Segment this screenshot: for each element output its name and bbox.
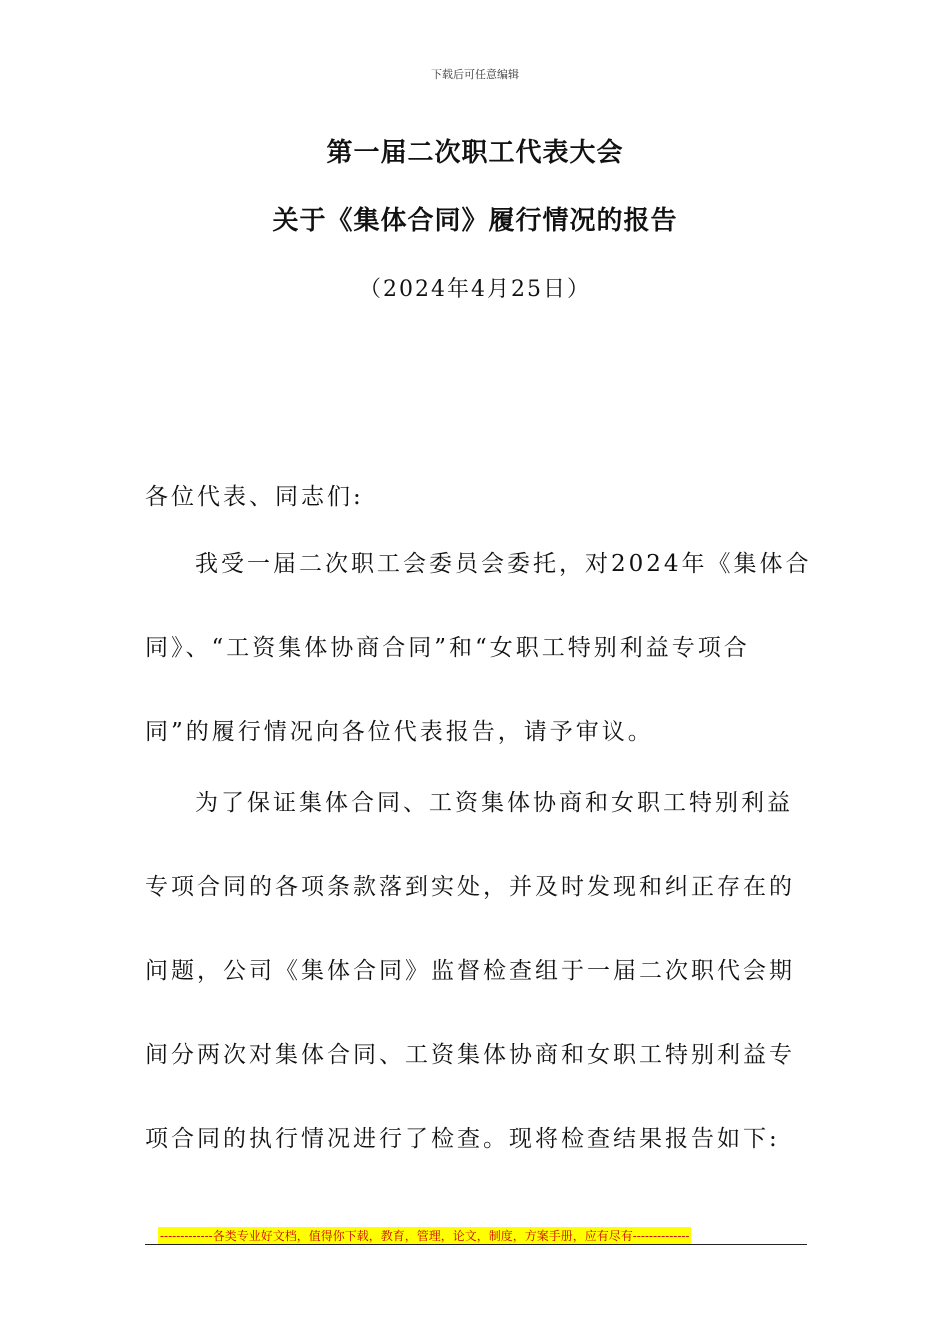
paragraph-2-line-4: 间分两次对集体合同、工资集体协商和女职工特别利益专: [145, 1042, 795, 1068]
paragraph-1-line-3: 同”的履行情况向各位代表报告，请予审议。: [145, 719, 654, 745]
header-note: 下载后可任意编辑: [431, 68, 519, 81]
document-title-line-1: 第一届二次职工代表大会: [326, 138, 624, 168]
paragraph-2-line-3: 问题，公司《集体合同》监督检查组于一届二次职代会期: [145, 958, 795, 984]
paragraph-2-line-2: 专项合同的各项条款落到实处，并及时发现和纠正存在的: [145, 874, 795, 900]
footer-banner: -------------各类专业好文档，值得你下载，教育，管理，论文，制度，方案手册，应有尽有--------------: [160, 1229, 690, 1243]
footer-divider: [145, 1244, 807, 1245]
paragraph-1-line-2: 同》、“工资集体协商合同”和“女职工特别利益专项合: [145, 635, 750, 661]
salutation: 各位代表、同志们:: [145, 484, 364, 510]
document-date: （2024年4月25日）: [359, 277, 591, 302]
paragraph-2-line-1: 为了保证集体合同、工资集体协商和女职工特别利益: [195, 790, 793, 816]
paragraph-1-line-1: 我受一届二次职工会委员会委托，对2024年《集体合: [195, 551, 812, 577]
document-title-line-2: 关于《集体合同》履行情况的报告: [272, 206, 678, 236]
paragraph-2-line-5: 项合同的执行情况进行了检查。现将检查结果报告如下:: [145, 1126, 780, 1152]
